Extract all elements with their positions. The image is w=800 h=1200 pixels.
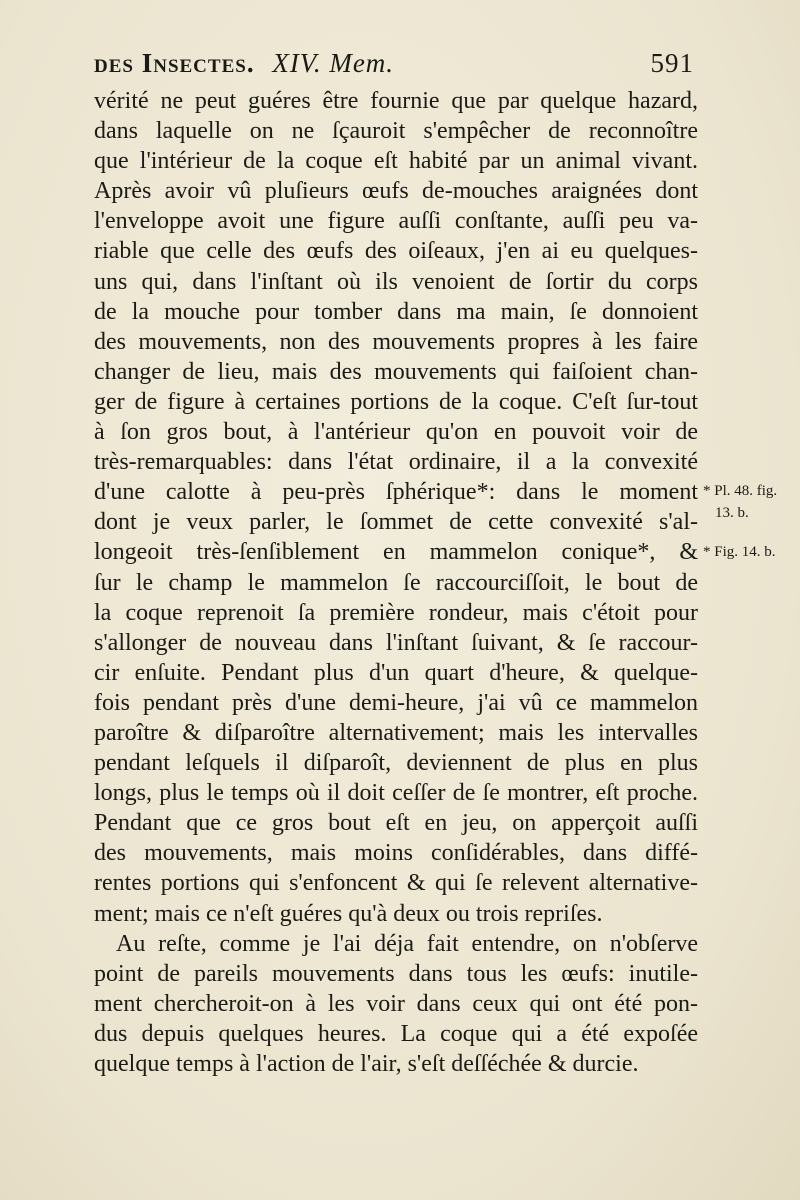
text-line: paroître & diſparoître alternativement; mais les intervalles [94, 719, 698, 746]
text-line: d'une calotte à peu-près ſphérique*: dans le moment [94, 479, 698, 506]
text-line: très-remarquables: dans l'état ordinaire, il a la convexité [94, 449, 698, 476]
body-text [94, 86, 698, 1079]
text-line: s'allonger de nouveau dans l'inſtant ſuivant, & ſe raccour- [94, 629, 698, 656]
text-line: à ſon gros bout, à l'antérieur qu'on en pouvoit voir de [94, 419, 698, 446]
text-line: riable que celle des œufs des oiſeaux, j'en ai eu quelques- [94, 238, 698, 265]
text-line: des mouvements, mais moins conſidérables, dans diffé- [94, 840, 698, 867]
text-line: Au reſte, comme je l'ai déja fait entendre, on n'obſerve [116, 930, 698, 957]
text-line: de la mouche pour tomber dans ma main, ſe donnoient [94, 298, 698, 325]
text-line: l'enveloppe avoit une figure auſſi conſtante, auſſi peu va- [94, 208, 698, 235]
text-line: rentes portions qui s'enfoncent & qui ſe relevent alternative- [94, 870, 698, 897]
text-line: uns qui, dans l'inſtant où ils venoient de ſortir du corps [94, 268, 698, 295]
marginal-note-line: * Fig. 14. b. [703, 544, 776, 560]
page-number: 591 [650, 48, 694, 78]
text-line: dus depuis quelques heures. La coque qui a été expoſée [94, 1020, 698, 1047]
marginal-note-line: * Pl. 48. fig. [703, 483, 778, 499]
text-line: cir enſuite. Pendant plus d'un quart d'heure, & quelque- [94, 659, 698, 686]
marginal-note-line: 13. b. [715, 505, 749, 521]
text-line: des mouvements, non des mouvements propres à les faire [94, 328, 698, 355]
page-header [94, 48, 694, 88]
text-line: longs, plus le temps où il doit ceſſer de ſe montrer, eſt proche. [94, 780, 698, 807]
text-line: pendant leſquels il diſparoît, deviennent de plus en plus [94, 750, 698, 777]
text-line: vérité ne peut guéres être fournie que par quelque hazard, [94, 88, 698, 114]
marginal-note-plate [703, 480, 798, 524]
text-line: quelque temps à l'action de l'air, s'eſt deſſéchée & durcie. [94, 1051, 639, 1077]
text-line: que l'intérieur de la coque eſt habité par un animal vivant. [94, 148, 698, 175]
text-line: point de pareils mouvements dans tous les œufs: inutile- [94, 960, 698, 987]
marginal-note-figure [703, 541, 798, 563]
text-line: Pendant que ce gros bout eſt en jeu, on apperçoit auſſi [94, 810, 698, 837]
text-line: ment chercheroit-on à les voir dans ceux qui ont été pon- [94, 990, 698, 1017]
text-line: changer de lieu, mais des mouvements qui faiſoient chan- [94, 358, 698, 385]
text-line: dans laquelle on ne ſçauroit s'empêcher de reconnoître [94, 118, 698, 145]
text-line: Après avoir vû pluſieurs œufs de-mouches araignées dont [94, 178, 698, 205]
text-line: longeoit très-ſenſiblement en mammelon conique*, & [94, 539, 698, 566]
text-line: fois pendant près d'une demi-heure, j'ai vû ce mammelon [94, 689, 698, 716]
memoir-number: XIV. Mem. [272, 48, 395, 78]
text-line: dont je veux parler, le ſommet de cette convexité s'al- [94, 509, 698, 536]
text-line: la coque reprenoit ſa première rondeur, mais c'étoit pour [94, 599, 698, 626]
running-title: des Insectes. [94, 48, 255, 78]
text-line: ſur le champ le mammelon ſe raccourciſſoit, le bout de [94, 569, 698, 596]
text-line: ger de figure à certaines portions de la coque. C'eſt ſur-tout [94, 388, 698, 415]
text-line: ment; mais ce n'eſt guéres qu'à deux ou trois repriſes. [94, 900, 603, 927]
